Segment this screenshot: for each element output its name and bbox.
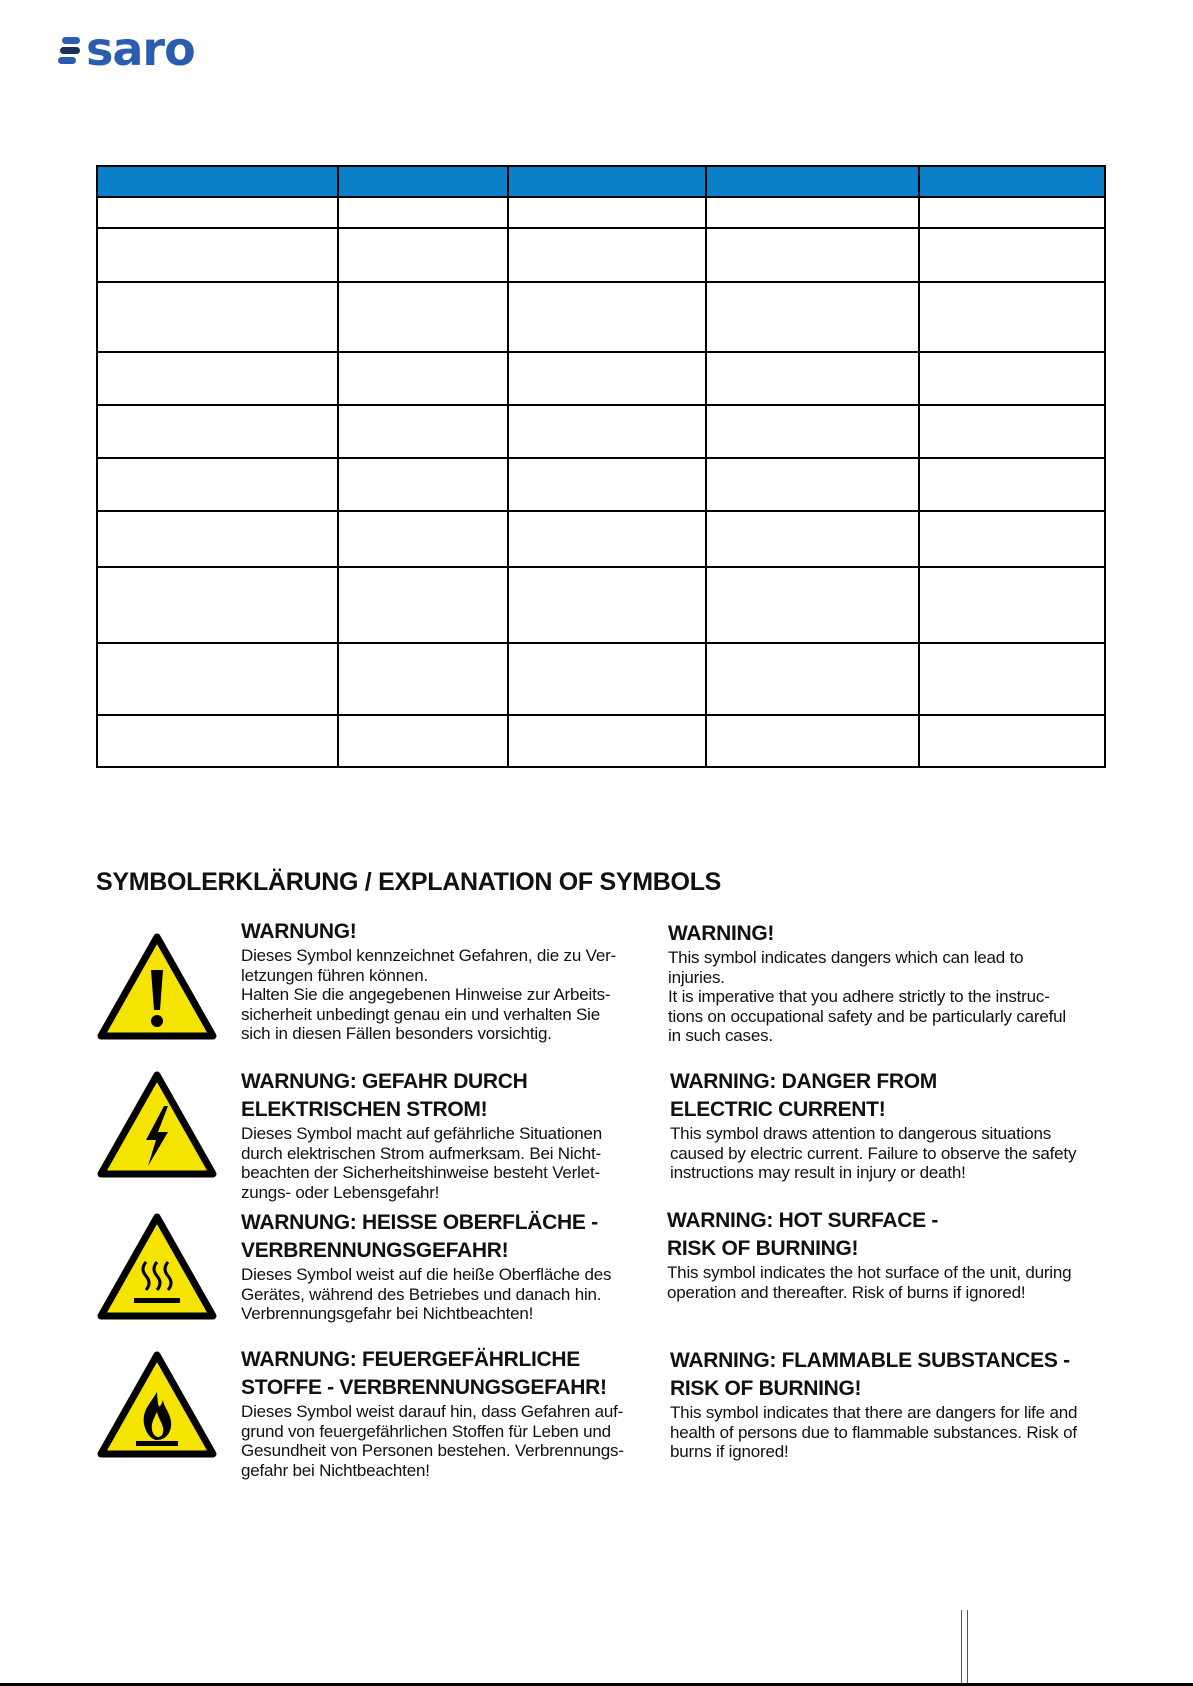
description-line: Dieses Symbol weist darauf hin, dass Gefahren auf-: [241, 1402, 624, 1421]
table-row: [97, 197, 1105, 228]
table-cell: [706, 567, 919, 643]
flammable-en-description: [670, 1403, 1130, 1462]
description-line: Dieses Symbol weist auf die heiße Oberfläche des: [241, 1265, 612, 1284]
general-warning-icon: [96, 932, 218, 1042]
table-cell: [919, 567, 1105, 643]
title-line: WARNUNG: GEFAHR DURCH: [241, 1070, 528, 1093]
description-line: Dieses Symbol macht auf gefährliche Situationen: [241, 1124, 603, 1143]
description-line: durch elektrischen Strom aufmerksam. Bei Nicht-: [241, 1143, 602, 1163]
description-line: gefahr bei Nichtbeachten!: [241, 1460, 430, 1480]
title-line: ELECTRIC CURRENT!: [670, 1098, 886, 1121]
description-line: beachten der Sicherheitshinweise besteht Verlet-: [241, 1163, 600, 1182]
table-cell: [919, 282, 1105, 352]
table-row: [97, 405, 1105, 458]
flammable-de-block: [241, 1346, 659, 1480]
table-row: [97, 511, 1105, 567]
hot-surface-de-description: [241, 1265, 659, 1324]
description-line: tions on occupational safety and be particularly careful: [668, 1006, 1066, 1026]
table-cell: [706, 352, 919, 405]
table-cell: [338, 352, 508, 405]
electric-shock-icon: [96, 1070, 218, 1180]
electric-shock-de-description: [241, 1124, 659, 1202]
flammable-de-description: [241, 1402, 659, 1480]
description-line: Gerätes, während des Betriebes und danach hin.: [241, 1284, 602, 1304]
electric-shock-de-title: [241, 1068, 659, 1124]
general-warning-en-block: [668, 920, 1128, 1046]
table-cell: [508, 228, 706, 282]
table-cell: [706, 282, 919, 352]
spec-table: [96, 165, 1106, 768]
table-cell: [97, 405, 338, 458]
description-line: burns if ignored!: [670, 1442, 789, 1461]
saro-logo-text: saro: [86, 22, 195, 76]
title-line: WARNUNG!: [241, 920, 357, 943]
title-line: RISK OF BURNING!: [667, 1237, 859, 1260]
description-line: Gesundheit von Personen bestehen. Verbrennungs-: [241, 1441, 624, 1460]
description-line: This symbol indicates that there are dangers for life and: [670, 1403, 1078, 1422]
general-warning-en-title: [668, 920, 1128, 948]
description-line: This symbol indicates the hot surface of the unit, during: [667, 1263, 1072, 1282]
table-cell: [508, 405, 706, 458]
flammable-de-title: [241, 1346, 659, 1402]
table-header-cell: [338, 166, 508, 197]
title-line: RISK OF BURNING!: [670, 1377, 862, 1400]
saro-logo: [58, 22, 195, 76]
general-warning-en-description: [668, 948, 1128, 1046]
table-header-row: [97, 166, 1105, 197]
hot-surface-en-description: [667, 1263, 1127, 1302]
title-line: WARNING!: [668, 922, 775, 945]
electric-shock-en-title: [670, 1068, 1130, 1124]
title-line: WARNUNG: FEUERGEFÄHRLICHE: [241, 1348, 580, 1371]
description-line: grund von feuergefährlichen Stoffen für Leben und: [241, 1421, 611, 1441]
hot-surface-de-block: [241, 1209, 659, 1324]
table-cell: [508, 643, 706, 715]
table-cell: [508, 511, 706, 567]
title-line: WARNUNG: HEISSE OBERFLÄCHE -: [241, 1211, 598, 1234]
title-line: VERBRENNUNGSGEFAHR!: [241, 1239, 509, 1262]
table-cell: [338, 197, 508, 228]
table-cell: [338, 282, 508, 352]
table-cell: [97, 197, 338, 228]
general-warning-de-title: [241, 918, 659, 946]
table-cell: [97, 228, 338, 282]
title-line: ELEKTRISCHEN STROM!: [241, 1098, 488, 1121]
table-cell: [706, 405, 919, 458]
table-cell: [97, 715, 338, 767]
table-cell: [338, 511, 508, 567]
general-warning-de-block: [241, 918, 659, 1044]
table-cell: [706, 228, 919, 282]
flammable-en-block: [670, 1347, 1130, 1462]
description-line: letzungen führen können.: [241, 965, 429, 985]
general-warning-de-description: [241, 946, 659, 1044]
description-line: zungs- oder Lebensgefahr!: [241, 1182, 440, 1202]
description-line: This symbol draws attention to dangerous situations: [670, 1124, 1052, 1143]
description-line: injuries.: [668, 967, 725, 987]
electric-shock-de-block: [241, 1068, 659, 1202]
table-row: [97, 458, 1105, 511]
table-row: [97, 352, 1105, 405]
table-cell: [919, 405, 1105, 458]
table-cell: [706, 643, 919, 715]
table-cell: [338, 643, 508, 715]
table-cell: [97, 282, 338, 352]
table-cell: [919, 643, 1105, 715]
table-row: [97, 567, 1105, 643]
table-cell: [706, 511, 919, 567]
table-row: [97, 715, 1105, 767]
table-cell: [919, 197, 1105, 228]
description-line: It is imperative that you adhere strictly to the instruc-: [668, 987, 1050, 1006]
table-cell: [338, 567, 508, 643]
hot-surface-en-block: [667, 1207, 1127, 1302]
hot-surface-en-title: [667, 1207, 1127, 1263]
flammable-icon: [96, 1350, 218, 1460]
description-line: sich in diesen Fällen besonders vorsichtig.: [241, 1024, 552, 1043]
table-row: [97, 228, 1105, 282]
description-line: Verbrennungsgefahr bei Nichtbeachten!: [241, 1304, 534, 1323]
description-line: in such cases.: [668, 1026, 773, 1045]
description-line: caused by electric current. Failure to observe the safety: [670, 1143, 1077, 1163]
table-cell: [338, 715, 508, 767]
electric-shock-en-description: [670, 1124, 1130, 1183]
table-cell: [706, 458, 919, 511]
table-cell: [508, 567, 706, 643]
table-cell: [97, 567, 338, 643]
table-cell: [919, 228, 1105, 282]
table-cell: [508, 197, 706, 228]
table-cell: [338, 458, 508, 511]
table-cell: [919, 715, 1105, 767]
table-cell: [508, 352, 706, 405]
electric-shock-en-block: [670, 1068, 1130, 1183]
hot-surface-icon: [96, 1212, 218, 1322]
description-line: health of persons due to flammable substances. Risk of: [670, 1422, 1077, 1442]
table-cell: [919, 352, 1105, 405]
table-cell: [508, 715, 706, 767]
table-header-cell: [508, 166, 706, 197]
table-cell: [338, 228, 508, 282]
section-title: SYMBOLERKLÄRUNG / EXPLANATION OF SYMBOLS: [96, 868, 722, 896]
table-cell: [508, 458, 706, 511]
table-header-cell: [919, 166, 1105, 197]
table-cell: [97, 511, 338, 567]
table-cell: [919, 458, 1105, 511]
table-cell: [97, 643, 338, 715]
table-cell: [338, 405, 508, 458]
description-line: instructions may result in injury or death!: [670, 1163, 966, 1182]
table-header-cell: [706, 166, 919, 197]
table-cell: [919, 511, 1105, 567]
title-line: WARNING: FLAMMABLE SUBSTANCES -: [670, 1349, 1070, 1372]
table-cell: [97, 458, 338, 511]
table-header-cell: [97, 166, 338, 197]
description-line: This symbol indicates dangers which can lead to: [668, 948, 1024, 967]
hot-surface-de-title: [241, 1209, 659, 1265]
table-cell: [706, 197, 919, 228]
footer-mark: [961, 1610, 968, 1684]
description-line: Halten Sie die angegebenen Hinweise zur Arbeits-: [241, 985, 611, 1004]
flammable-en-title: [670, 1347, 1130, 1403]
saro-logo-mark: [58, 29, 84, 69]
description-line: Dieses Symbol kennzeichnet Gefahren, die zu Ver-: [241, 946, 616, 965]
title-line: WARNING: DANGER FROM: [670, 1070, 937, 1093]
table-cell: [508, 282, 706, 352]
table-row: [97, 643, 1105, 715]
description-line: operation and thereafter. Risk of burns if ignored!: [667, 1282, 1026, 1302]
description-line: sicherheit unbedingt genau ein und verhalten Sie: [241, 1004, 601, 1024]
table-cell: [706, 715, 919, 767]
title-line: STOFFE - VERBRENNUNGSGEFAHR!: [241, 1376, 607, 1399]
table-row: [97, 282, 1105, 352]
title-line: WARNING: HOT SURFACE -: [667, 1209, 939, 1232]
table-cell: [97, 352, 338, 405]
